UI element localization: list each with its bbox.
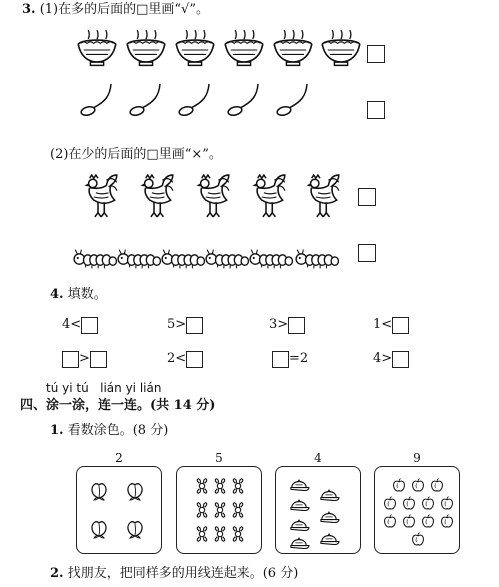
q4-title: 填数。 xyxy=(67,287,107,302)
apple-icon[interactable] xyxy=(439,513,455,529)
rooster-icon xyxy=(187,174,233,220)
answer-box-roosters[interactable] xyxy=(358,188,376,206)
card-2-number: 5 xyxy=(215,451,223,465)
flower-icon[interactable] xyxy=(229,501,247,519)
cap-icon[interactable] xyxy=(318,485,340,503)
cap-icon[interactable] xyxy=(288,475,310,493)
q4-expr-7-box[interactable] xyxy=(272,351,289,368)
flower-icon[interactable] xyxy=(211,525,229,543)
q4-expr-6-left: 2< xyxy=(167,351,187,366)
spoon-icon xyxy=(77,82,117,122)
q2-header xyxy=(50,566,298,582)
q4-expr-5 xyxy=(62,350,107,368)
apple-icon[interactable] xyxy=(401,513,417,529)
caterpillar-icon xyxy=(116,248,162,270)
flower-icon[interactable] xyxy=(193,501,211,519)
card-flowers xyxy=(176,466,262,554)
apple-icon[interactable] xyxy=(391,477,407,493)
section4-pinyin: tú yi tú lián yi lián xyxy=(46,381,162,395)
flower-icon[interactable] xyxy=(193,525,211,543)
q4-expr-5-box-left[interactable] xyxy=(62,351,79,368)
cap-icon[interactable] xyxy=(288,533,310,551)
caterpillar-row xyxy=(72,248,352,272)
q4-header xyxy=(50,287,107,303)
q4-expr-4-box[interactable] xyxy=(392,317,409,334)
q3-part1-text: (1)在多的后面的□里画“√”。 xyxy=(39,2,209,17)
q4-expr-4-left: 1< xyxy=(373,317,393,332)
peach-icon[interactable] xyxy=(123,515,147,539)
apple-icon[interactable] xyxy=(420,495,436,511)
q1-header xyxy=(50,423,168,439)
q3-header xyxy=(22,2,209,18)
rooster-row xyxy=(75,174,355,220)
q1-title: 看数涂色。(8 分) xyxy=(67,423,169,438)
cap-icon[interactable] xyxy=(288,515,310,533)
bowl-icon xyxy=(75,28,119,72)
apple-icon[interactable] xyxy=(382,495,398,511)
rooster-icon xyxy=(131,174,177,220)
caterpillar-icon xyxy=(72,248,118,270)
flower-icon[interactable] xyxy=(193,477,211,495)
q4-expr-1 xyxy=(62,316,98,334)
card-peaches xyxy=(76,466,162,554)
peach-icon[interactable] xyxy=(87,515,111,539)
q4-expr-2-box[interactable] xyxy=(186,317,203,334)
apple-icon[interactable] xyxy=(410,477,426,493)
q4-expr-7-right: =2 xyxy=(289,351,309,366)
spoon-icon xyxy=(224,82,264,122)
answer-box-spoons[interactable] xyxy=(367,101,385,119)
cap-icon[interactable] xyxy=(318,507,340,525)
flower-icon[interactable] xyxy=(211,501,229,519)
caterpillar-icon xyxy=(160,248,206,270)
apple-icon[interactable] xyxy=(420,513,436,529)
flower-icon[interactable] xyxy=(229,525,247,543)
q4-expr-2 xyxy=(167,316,203,334)
rooster-icon xyxy=(297,174,343,220)
apple-icon[interactable] xyxy=(429,477,445,493)
spoon-icon xyxy=(273,82,313,122)
flower-icon[interactable] xyxy=(229,477,247,495)
q4-expr-8-box[interactable] xyxy=(392,351,409,368)
apple-icon[interactable] xyxy=(382,513,398,529)
rooster-icon xyxy=(75,174,121,220)
answer-box-caterpillars[interactable] xyxy=(358,244,376,262)
q4-expr-5-box-right[interactable] xyxy=(90,351,107,368)
q1-number: 1. xyxy=(50,423,64,438)
apple-icon[interactable] xyxy=(401,495,417,511)
spoon-icon xyxy=(175,82,215,122)
caterpillar-icon xyxy=(204,248,250,270)
q4-expr-3-left: 3> xyxy=(269,317,289,332)
caterpillar-icon xyxy=(294,248,340,270)
answer-box-bowls[interactable] xyxy=(367,45,385,63)
card-caps xyxy=(275,466,361,554)
cap-icon[interactable] xyxy=(318,529,340,547)
section4-title: 四、涂一涂，连一连。(共 14 分) xyxy=(20,398,216,413)
q2-number: 2. xyxy=(50,566,64,581)
q4-expr-8 xyxy=(373,350,409,368)
q3-number: 3. xyxy=(22,2,36,17)
card-1-number: 2 xyxy=(115,451,123,465)
q4-expr-3 xyxy=(269,316,305,334)
bowl-icon xyxy=(319,28,363,72)
cap-icon[interactable] xyxy=(288,495,310,513)
card-apples xyxy=(374,466,460,554)
spoon-icon xyxy=(126,82,166,122)
card-3-number: 4 xyxy=(314,451,322,465)
bowl-icon xyxy=(124,28,168,72)
q4-expr-4 xyxy=(373,316,409,334)
q4-expr-3-box[interactable] xyxy=(288,317,305,334)
bowl-icon xyxy=(222,28,266,72)
apple-icon[interactable] xyxy=(439,495,455,511)
caterpillar-icon xyxy=(248,248,294,270)
q4-number: 4. xyxy=(50,287,64,302)
peach-icon[interactable] xyxy=(87,477,111,501)
q4-expr-7 xyxy=(272,350,308,368)
q2-title: 找朋友，把同样多的用线连起来。(6 分) xyxy=(67,566,299,581)
rooster-icon xyxy=(243,174,289,220)
bowl-row xyxy=(75,28,355,74)
flower-icon[interactable] xyxy=(211,477,229,495)
q4-expr-8-left: 4> xyxy=(373,351,393,366)
q3-part2-text: (2)在少的后面的□里画“×”。 xyxy=(50,147,222,162)
card-4-number: 9 xyxy=(413,451,421,465)
bowl-icon xyxy=(271,28,315,72)
q4-expr-6-box[interactable] xyxy=(186,351,203,368)
q4-expr-1-left: 4< xyxy=(62,317,82,332)
peach-icon[interactable] xyxy=(123,477,147,501)
q4-expr-6 xyxy=(167,350,203,368)
spoon-row xyxy=(75,78,355,124)
bowl-icon xyxy=(173,28,217,72)
q4-expr-1-box[interactable] xyxy=(81,317,98,334)
q4-expr-2-left: 5> xyxy=(167,317,187,332)
q4-expr-5-op: > xyxy=(79,351,90,366)
apple-icon[interactable] xyxy=(410,531,426,547)
